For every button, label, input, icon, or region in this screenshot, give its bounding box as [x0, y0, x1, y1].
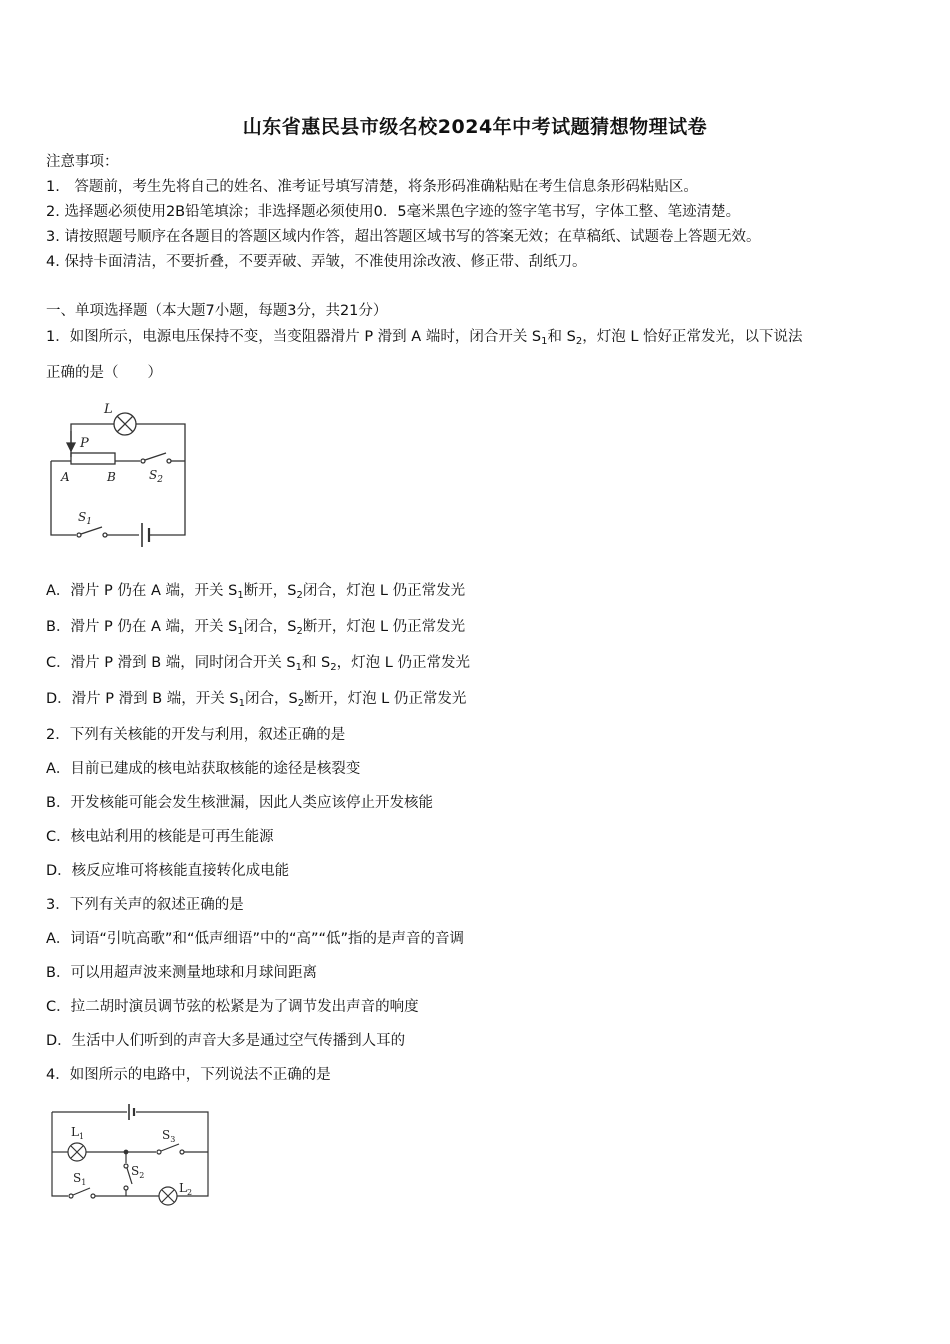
q1-label-P: P	[80, 436, 89, 451]
notice-item-4: 4. 保持卡面清洁，不要折叠，不要弄破、弄皱，不准使用涂改液、修正带、刮纸刀。	[46, 254, 587, 270]
notice-item-1: 1. 答题前，考生先将自己的姓名、准考证号填写清楚，将条形码准确粘贴在考生信息条形码粘贴区。	[46, 179, 698, 195]
notice-item-3: 3. 请按照题号顺序在各题目的答题区域内作答，超出答题区域书写的答案无效；在草稿纸、试题卷上答题无效。	[46, 229, 761, 245]
q1-option-a: A．滑片 P 仍在 A 端，开关 $S_1$断开，$S_2$闭合，灯泡 L 仍正常发光	[46, 583, 466, 601]
q4-stem: 4．如图所示的电路中，下列说法不正确的是	[46, 1067, 331, 1083]
q4-circuit-diagram	[46, 1100, 216, 1210]
q4-label-S1: $S_1$	[73, 1171, 87, 1187]
q2-option-a: A．目前已建成的核电站获取核能的途径是核裂变	[46, 761, 361, 777]
notice-item-2: 2. 选择题必须使用2B铅笔填涂；非选择题必须使用0．5毫米黑色字迹的签字笔书写，字体工整、笔迹清楚。	[46, 204, 741, 220]
q2-option-b: B．开发核能可能会发生核泄漏，因此人类应该停止开发核能	[46, 795, 433, 811]
q2-option-d: D．核反应堆可将核能直接转化成电能	[46, 863, 290, 879]
q3-option-a: A．词语“引吭高歌”和“低声细语”中的“高”“低”指的是声音的音调	[46, 931, 465, 947]
q4-label-L2: $L_2$	[179, 1181, 193, 1197]
q1-label-B: B	[107, 470, 116, 484]
q3-stem: 3．下列有关声的叙述正确的是	[46, 897, 244, 913]
q1-option-d: D．滑片 P 滑到 B 端，开关 $S_1$闭合，$S_2$断开，灯泡 L 仍正常发光	[46, 691, 467, 709]
q4-label-L1: $L_1$	[71, 1125, 85, 1141]
q1-label-S2: $S_2$	[149, 468, 163, 485]
q1-stem: 1．如图所示，电源电压保持不变，当变阻器滑片 P 滑到 A 端时，闭合开关 $S_1$和 $S_2$，灯泡 L 恰好正常发光，以下说法	[46, 329, 803, 347]
section-heading: 一、单项选择题（本大题7小题，每题3分，共21分）	[46, 303, 388, 319]
q1-label-S1: $S_1$	[78, 510, 92, 527]
q1-label-L: L	[104, 402, 113, 417]
q3-option-d: D．生活中人们听到的声音大多是通过空气传播到人耳的	[46, 1033, 406, 1049]
q1-circuit-diagram	[46, 395, 196, 545]
q4-label-S3: $S_3$	[162, 1128, 176, 1144]
q2-stem: 2．下列有关核能的开发与利用，叙述正确的是	[46, 727, 346, 743]
q3-option-c: C．拉二胡时演员调节弦的松紧是为了调节发出声音的响度	[46, 999, 419, 1015]
q1-option-b: B．滑片 P 仍在 A 端，开关 $S_1$闭合，$S_2$断开，灯泡 L 仍正常发光	[46, 619, 466, 637]
q3-option-b: B．可以用超声波来测量地球和月球间距离	[46, 965, 317, 981]
q4-label-S2: $S_2$	[131, 1164, 145, 1180]
q1-stem-line2: 正确的是（ ）	[46, 365, 162, 381]
q1-option-c: C．滑片 P 滑到 B 端，同时闭合开关 $S_1$和 $S_2$，灯泡 L 仍正常发光	[46, 655, 470, 673]
page-title: 山东省惠民县市级名校2024年中考试题猜想物理试卷	[242, 116, 708, 138]
notice-heading: 注意事项：	[46, 154, 119, 170]
q1-label-A: A	[61, 470, 70, 484]
q2-option-c: C．核电站利用的核能是可再生能源	[46, 829, 274, 845]
